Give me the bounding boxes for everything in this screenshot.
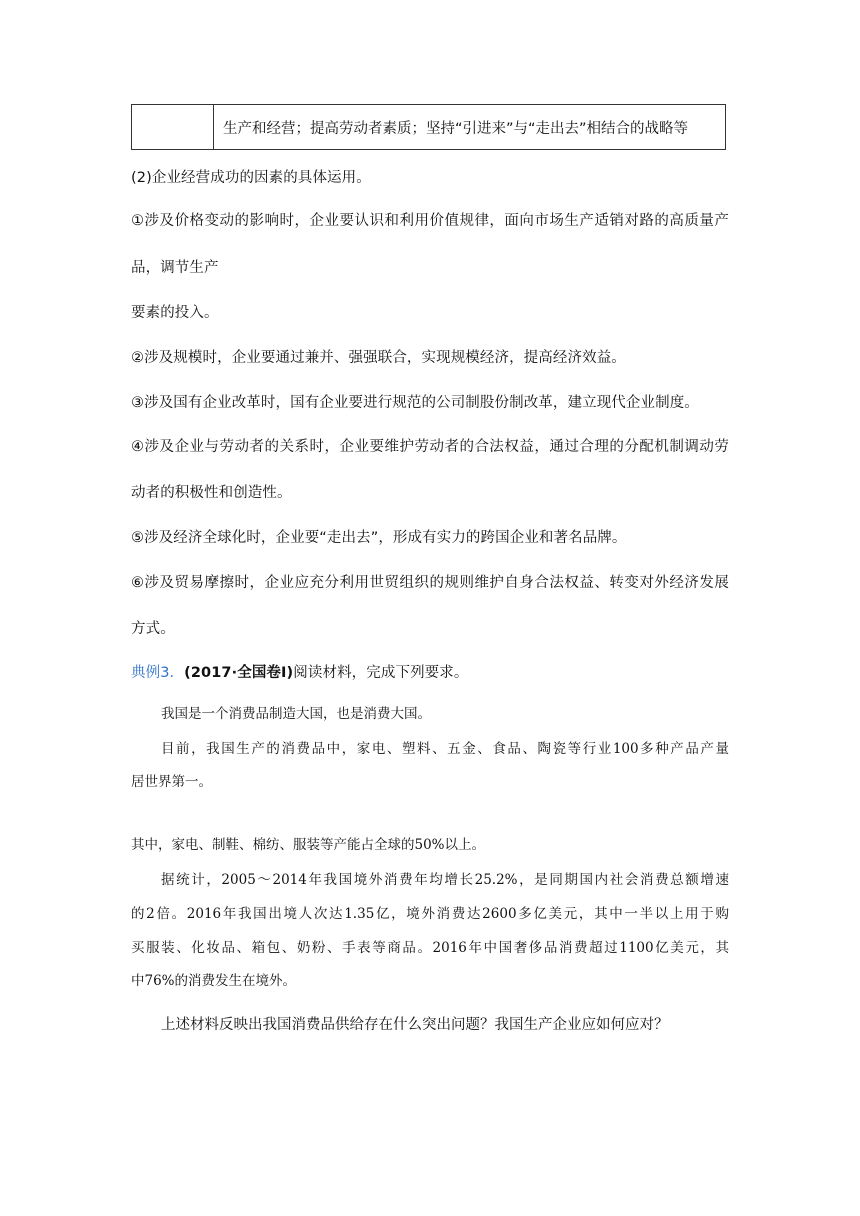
example-source: (2017·全国卷Ⅰ) — [184, 665, 294, 681]
material-paragraph-4-line-3: 买服装、化妆品、箱包、奶粉、手表等商品。2016年中国奢侈品消费超过1100亿美元，其 — [131, 940, 729, 956]
item-4-line-1: ④涉及企业与劳动者的关系时，企业要维护劳动者的合法权益，通过合理的分配机制调动劳 — [131, 439, 729, 455]
item-2: ②涉及规模时，企业要通过兼并、强强联合，实现规模经济，提高经济效益。 — [131, 350, 626, 366]
question-text: 上述材料反映出我国消费品供给存在什么突出问题？我国生产企业应如何应对？ — [161, 1017, 669, 1033]
example-label: 典例3． — [131, 665, 185, 681]
material-paragraph-4-line-1: 据统计，2005～2014年我国境外消费年均增长25.2%，是同期国内社会消费总额增速 — [161, 872, 729, 888]
material-paragraph-2-line-2: 居世界第一。 — [131, 774, 212, 790]
material-paragraph-4-line-2: 的2倍。2016年我国出境人次达1.35亿，境外消费达2600多亿美元，其中一半以上用于购 — [131, 906, 729, 922]
item-6-line-2: 方式。 — [131, 621, 175, 637]
table-cell-empty — [132, 105, 214, 149]
item-6-line-1: ⑥涉及贸易摩擦时，企业应充分利用世贸组织的规则维护自身合法权益、转变对外经济发展 — [131, 575, 729, 591]
material-paragraph-3: 其中，家电、制鞋、棉纺、服装等产能占全球的50%以上。 — [131, 837, 486, 853]
material-paragraph-1: 我国是一个消费品制造大国，也是消费大国。 — [161, 706, 431, 722]
example-instruction: 阅读材料，完成下列要求。 — [293, 665, 469, 681]
table-row — [131, 104, 726, 150]
example-heading — [131, 661, 468, 682]
item-1-line-3: 要素的投入。 — [131, 305, 219, 321]
section-heading: (2)企业经营成功的因素的具体运用。 — [131, 170, 371, 186]
material-paragraph-4-line-4: 中76%的消费发生在境外。 — [131, 973, 297, 989]
item-1-line-1: ①涉及价格变动的影响时，企业要认识和利用价值规律，面向市场生产适销对路的高质量产 — [131, 213, 729, 229]
material-paragraph-2-line-1: 目前，我国生产的消费品中，家电、塑料、五金、食品、陶瓷等行业100多种产品产量 — [161, 741, 729, 757]
item-3: ③涉及国有企业改革时，国有企业要进行规范的公司制股份制改革，建立现代企业制度。 — [131, 395, 699, 411]
table-cell-text: 生产和经营；提高劳动者素质；坚持“引进来”与“走出去”相结合的战略等 — [223, 120, 689, 137]
item-4-line-2: 动者的积极性和创造性。 — [131, 485, 292, 501]
item-5: ⑤涉及经济全球化时，企业要“走出去”，形成有实力的跨国企业和著名品牌。 — [131, 530, 627, 546]
item-1-line-2: 品，调节生产 — [131, 260, 219, 276]
